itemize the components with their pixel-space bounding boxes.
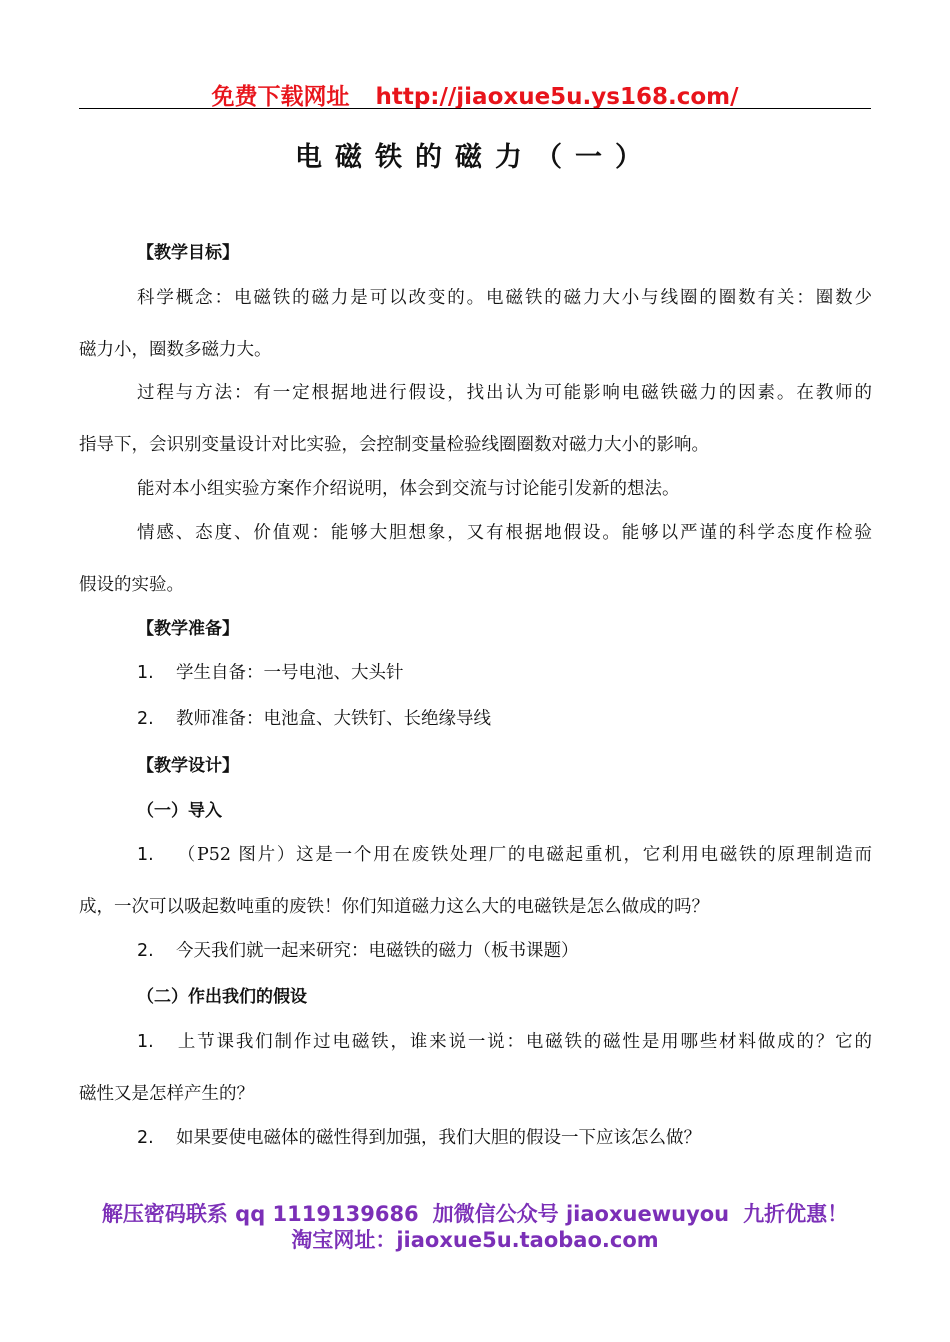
footer-wechat: 加微信公众号 jiaoxuewuyou (432, 1202, 730, 1226)
list-item-text: 如果要使电磁体的磁性得到加强，我们大胆的假设一下应该怎么做？ (176, 1128, 701, 1148)
list-item-number: 1. (137, 845, 154, 865)
list-item (137, 1031, 872, 1053)
list-item-number: 2. (137, 1128, 154, 1148)
list-item (137, 662, 404, 684)
list-item-number: 2. (137, 941, 154, 961)
footer-taobao-link[interactable]: 淘宝网址：jiaoxue5u.taobao.com (291, 1228, 659, 1252)
page-title: 电磁铁的磁力（一） (295, 142, 655, 173)
list-item (137, 940, 579, 962)
list-item-continuation: 成，一次可以吸起数吨重的废铁！你们知道磁力这么大的电磁铁是怎么做成的吗？ (79, 897, 709, 917)
list-item-continuation: 磁性又是怎样产生的？ (79, 1084, 254, 1104)
list-item-number: 1. (137, 1032, 154, 1052)
footer-contact: 解压密码联系 qq 1119139686 (101, 1202, 419, 1226)
list-item (137, 844, 872, 866)
paragraph-emotion-line-1: 情感、态度、价值观：能够大胆想象，又有根据地假设。能够以严谨的科学态度作检验 (137, 523, 872, 543)
list-item-number: 1. (137, 663, 154, 683)
footer-discount: 九折优惠！ (743, 1202, 849, 1226)
header-url-link[interactable]: http://jiaoxue5u.ys168.com/ (375, 84, 739, 110)
paragraph-process-line-2: 指导下，会识别变量设计对比实验，会控制变量检验线圈圈数对磁力大小的影响。 (79, 435, 709, 455)
list-item-number: 2. (137, 709, 154, 729)
download-header (0, 78, 950, 111)
subheading-hypothesis: （二）作出我们的假设 (137, 987, 307, 1007)
list-item (137, 1127, 701, 1149)
list-item-text: 上节课我们制作过电磁铁，谁来说一说：电磁铁的磁性是用哪些材料做成的？它的 (176, 1032, 872, 1052)
section-heading-goals: 【教学目标】 (137, 243, 239, 263)
section-heading-prep: 【教学准备】 (137, 619, 239, 639)
section-heading-design: 【教学设计】 (137, 756, 239, 776)
header-label: 免费下载网址 (211, 84, 350, 110)
list-item-text: 教师准备：电池盒、大铁钉、长绝缘导线 (176, 709, 491, 729)
list-item-text: （P52 图片）这是一个用在废铁处理厂的电磁起重机，它利用电磁铁的原理制造而 (176, 845, 872, 865)
paragraph-science-line-1: 科学概念：电磁铁的磁力是可以改变的。电磁铁的磁力大小与线圈的圈数有关：圈数少 (137, 288, 872, 308)
paragraph-process-line-3: 能对本小组实验方案作介绍说明，体会到交流与讨论能引发新的想法。 (137, 479, 680, 499)
paragraph-science-line-2: 磁力小，圈数多磁力大。 (79, 340, 272, 360)
header-divider (79, 108, 871, 109)
list-item-text: 今天我们就一起来研究：电磁铁的磁力（板书课题） (176, 941, 579, 961)
paragraph-emotion-line-2: 假设的实验。 (79, 575, 184, 595)
list-item (137, 708, 491, 730)
subheading-intro: （一）导入 (137, 801, 222, 821)
list-item-text: 学生自备：一号电池、大头针 (176, 663, 404, 683)
paragraph-process-line-1: 过程与方法：有一定根据地进行假设，找出认为可能影响电磁铁磁力的因素。在教师的 (137, 383, 872, 403)
